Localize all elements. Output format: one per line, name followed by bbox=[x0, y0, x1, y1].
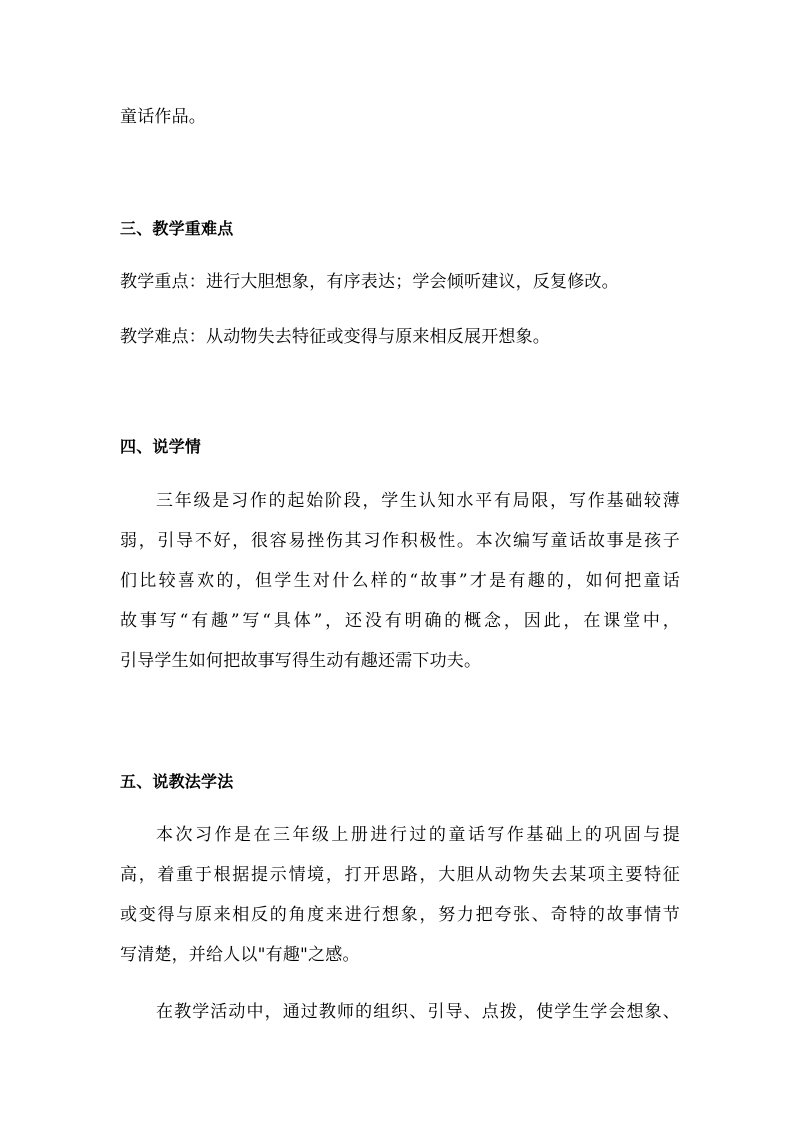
section3-heading: 三、教学重难点 bbox=[120, 219, 234, 238]
section4-line: 们比较喜欢的，但学生对什么样的“故事”才是有趣的，如何把童话 bbox=[120, 571, 680, 591]
section5-line: 写清楚，并给人以"有趣"之感。 bbox=[120, 945, 360, 965]
intro-tail-text: 童话作品。 bbox=[120, 107, 206, 127]
section4-line: 故事写“有趣”写“具体”，还没有明确的概念，因此，在课堂中， bbox=[120, 611, 680, 631]
section5-line: 本次习作是在三年级上册进行过的童话写作基础上的巩固与提 bbox=[156, 825, 680, 845]
section5-line: 高，着重于根据提示情境，打开思路，大胆从动物失去某项主要特征 bbox=[120, 865, 680, 885]
section5-line: 或变得与原来相反的角度来进行想象，努力把夸张、奇特的故事情节 bbox=[120, 905, 680, 925]
section4-line: 弱，引导不好，很容易挫伤其习作积极性。本次编写童话故事是孩子 bbox=[120, 531, 680, 551]
difficult-points-text: 教学难点：从动物失去特征或变得与原来相反展开想象。 bbox=[120, 327, 550, 347]
key-points-text: 教学重点：进行大胆想象，有序表达；学会倾听建议，反复修改。 bbox=[120, 272, 619, 292]
section5-para2-line: 在教学活动中，通过教师的组织、引导、点拨，使学生学会想象、 bbox=[156, 1002, 680, 1022]
section5-heading: 五、说教法学法 bbox=[120, 772, 234, 791]
section4-line: 三年级是习作的起始阶段，学生认知水平有局限，写作基础较薄 bbox=[156, 491, 680, 511]
section4-heading: 四、说学情 bbox=[120, 437, 202, 456]
section4-line: 引导学生如何把故事写得生动有趣还需下功夫。 bbox=[120, 651, 482, 671]
